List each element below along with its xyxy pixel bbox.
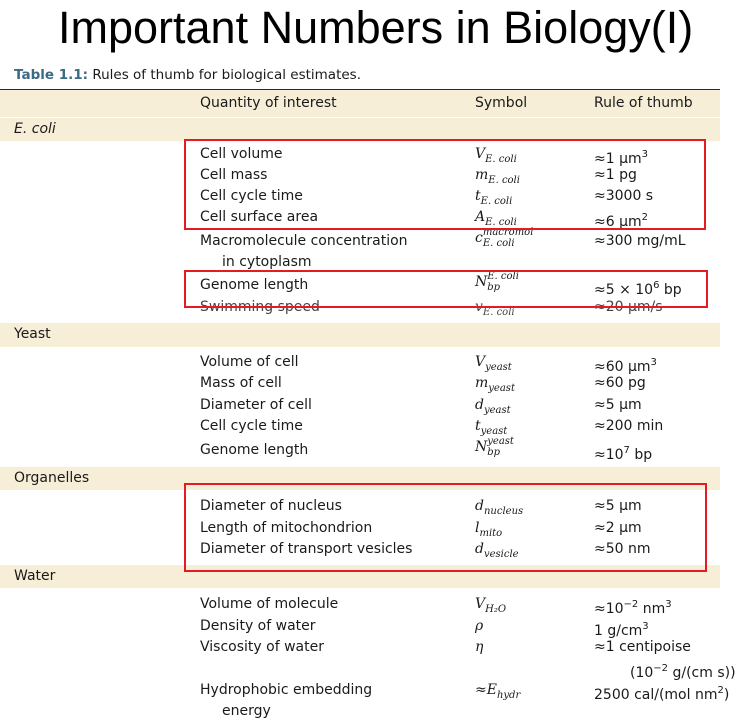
row-rule: ≈3000 s — [594, 188, 654, 204]
category-label: Water — [14, 568, 56, 584]
row-quantity: Hydrophobic embedding — [200, 682, 373, 698]
row-rule: 2500 cal/(mol $nm^2$) — [594, 685, 730, 703]
header-symbol: Symbol — [475, 95, 528, 111]
category-yeast — [0, 323, 720, 347]
row-symbol: $m_{yeast}$ — [475, 375, 515, 394]
caption-text: Rules of thumb for biological estimates. — [88, 67, 361, 83]
row-quantity: Diameter of cell — [200, 397, 312, 413]
row-rule: ≈1 $\mu m^3$ — [594, 149, 649, 167]
row-quantity: Length of mitochondrion — [200, 520, 373, 536]
slide-title: Important Numbers in Biology(I) — [58, 2, 694, 53]
row-symbol: $t_{E. coli}$ — [475, 188, 513, 207]
row-rule: ≈1 pg — [594, 167, 637, 183]
row-rule: ≈5 μm — [594, 498, 642, 514]
category-organelles — [0, 467, 720, 490]
row-rule: ≈20 μm/s — [594, 299, 663, 315]
row-symbol: $V_{yeast}$ — [475, 354, 512, 373]
category-water — [0, 565, 720, 588]
row-symbol: $d_{yeast}$ — [475, 397, 511, 416]
row-rule: ≈2 μm — [594, 520, 642, 536]
row-quantity: Diameter of transport vesicles — [200, 541, 413, 557]
row-quantity: Cell mass — [200, 167, 268, 183]
row-symbol: N E. coli bp — [475, 271, 519, 293]
row-quantity: Cell cycle time — [200, 418, 303, 434]
row-symbol: $m_{E. coli}$ — [475, 167, 520, 186]
category-ecoli — [0, 118, 720, 141]
caption-label: Table 1.1: — [14, 67, 89, 83]
row-rule: ≈60 pg — [594, 375, 646, 391]
row-quantity: Diameter of nucleus — [200, 498, 342, 514]
header-quantity: Quantity of interest — [200, 95, 337, 111]
category-label: Organelles — [14, 470, 90, 486]
row-symbol: $t_{yeast}$ — [475, 418, 508, 437]
row-quantity: Macromolecule concentration — [200, 233, 408, 249]
row-symbol: $A_{E. coli}$ — [475, 209, 517, 228]
row-rule: ≈200 min — [594, 418, 664, 434]
row-quantity: Volume of molecule — [200, 596, 339, 612]
row-symbol: $v_{E. coli}$ — [475, 299, 515, 318]
row-quantity: Cell volume — [200, 146, 283, 162]
row-quantity: Genome length — [200, 277, 309, 293]
row-rule: $\approx 10^{-2}$ $nm^3$ — [594, 599, 672, 617]
row-quantity: Cell surface area — [200, 209, 319, 225]
row-symbol: $d_{nucleus}$ — [475, 498, 524, 517]
row-symbol: $V_{E. coli}$ — [475, 146, 517, 165]
row-symbol: $l_{mito}$ — [475, 520, 503, 539]
row-symbol: η — [475, 639, 484, 655]
category-label: Yeast — [14, 326, 51, 342]
row-quantity: Mass of cell — [200, 375, 282, 391]
row-quantity: Volume of cell — [200, 354, 299, 370]
table-header — [0, 90, 720, 117]
table-caption — [14, 66, 361, 84]
category-label: E. coli — [14, 121, 56, 137]
row-quantity: Cell cycle time — [200, 188, 303, 204]
row-rule: ≈5 μm — [594, 397, 642, 413]
row-rule-cont: ($10^{-2}$ g/(cm s)) — [630, 663, 736, 681]
row-symbol: $d_{vesicle}$ — [475, 541, 519, 560]
row-symbol: c macromol E. coli — [475, 227, 534, 249]
row-symbol: N yeast bp — [475, 436, 514, 458]
row-rule: ≈300 mg/mL — [594, 233, 686, 249]
row-rule: $\approx 10^7$ bp — [594, 445, 653, 463]
row-rule: ≈50 nm — [594, 541, 651, 557]
row-quantity: Swimming speed — [200, 299, 320, 315]
row-quantity: Density of water — [200, 618, 316, 634]
row-rule: 1 $g/cm^3$ — [594, 621, 649, 639]
row-symbol: $\approx E_{hydr}$ — [475, 682, 521, 701]
row-rule: $\approx 5 \times 10^6$ bp — [594, 280, 682, 298]
row-quantity-cont: in cytoplasm — [222, 254, 312, 270]
row-rule: ≈1 centipoise — [594, 639, 691, 655]
row-rule: ≈6 $\mu m^2$ — [594, 212, 649, 230]
row-symbol: ρ — [475, 618, 484, 634]
row-symbol: $V_{H_2O}$ — [475, 596, 507, 615]
row-rule: ≈60 $\mu m^3$ — [594, 357, 657, 375]
row-quantity: Viscosity of water — [200, 639, 324, 655]
header-rule: Rule of thumb — [594, 95, 693, 111]
row-quantity: Genome length — [200, 442, 309, 458]
row-quantity-cont: energy — [222, 703, 271, 719]
